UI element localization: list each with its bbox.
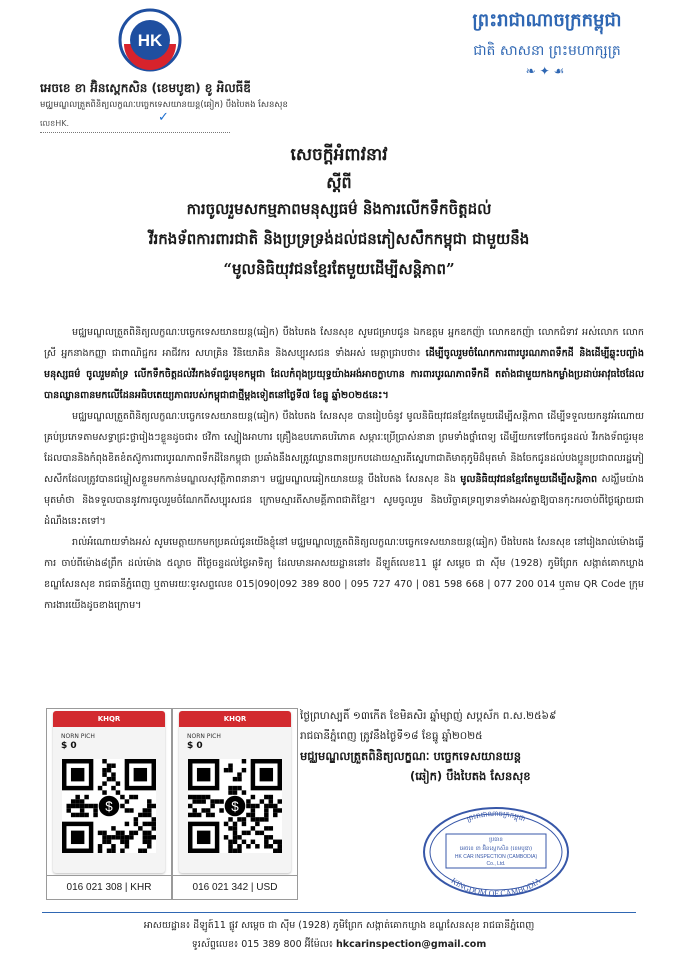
company-address: មជ្ឈមណ្ឌលត្រួតពិនិត្យលក្ខណៈបច្ចេកទេសយានយន្ត(ឆៀក) បឹងបៃតង សែនសុខ bbox=[40, 100, 288, 110]
qr-code-icon bbox=[188, 759, 282, 853]
footer bbox=[0, 916, 678, 954]
paragraph-1-text: មជ្ឈមណ្ឌលត្រួតពិនិត្យលក្ខណៈបច្ចេកទេសយានយន្ត(ឆៀក) បឹងបៃតង សែនសុខ សូមជម្រាបជូន ឯកឧត្តម អ្នកឧកញ៉ា លោកឧកញ៉ា លោកជំទាវ អស់លោក លោកស្រី អ្នកនាងកញ្ញា ជាពាណិជ្ជករ អាជីវករ សហគ្រិន វិនិយោគិន និងសប្បុរសជន ទាំងអស់ មេត្តាជ្រាបថា៖ bbox=[44, 327, 644, 359]
svg-text:KINGDOM OF CAMBODIA: KINGDOM OF CAMBODIA bbox=[449, 876, 543, 898]
reference-number: លេខHK. bbox=[40, 118, 230, 133]
footer-email-link[interactable]: hkcarinspection@gmail.com bbox=[335, 939, 487, 950]
fund-name: “មូលនិធិយុវជនខ្មែរតែមួយដើម្បីសន្តិភាព” bbox=[223, 260, 455, 278]
paragraph-3 bbox=[44, 532, 644, 616]
paragraph-1-emphasis: ដើម្បីចូលរួមចំណែកការពារបូរណភាពទឹកដី និងដើម្បីឆ្លុះបញ្ចាំងមនុស្សធម៌ ចូលរួមគាំទ្រ លើកទឹកចិត្តដល់វីរកងទ័ពជួរមុខកម្ពុជា ដែលកំពុងប្រយុទ្ធយ៉ាងអង់អាចក្លាហាន ការពារបូរណភាពទឹកដី តតាំងជាមួយកងកម្លាំងប្រដាប់អាវុធថៃដែលបានឈ្លានពានមកលើដែនអធិបតេយ្យភាពរបស់កម្ពុជាជាថ្មីម្តងទៀតនៅថ្ងៃទី៧ ខែធ្នូ ឆ្នាំ២០២៥នេះ។ bbox=[44, 348, 644, 401]
ornament-icon: ❧✦☙ bbox=[525, 64, 569, 78]
hk-logo-icon bbox=[118, 8, 182, 72]
khqr-header: KHQR bbox=[179, 711, 291, 727]
footer-contact bbox=[0, 935, 678, 954]
svg-text:អេចខេ ខា អ៊ិនស្ពេកសិន (ខេមបូឌា: អេចខេ ខា អ៊ិនស្ពេកសិន (ខេមបូឌា) bbox=[459, 846, 533, 852]
title-line-2: វីរកងទ័ពការពារជាតិ និងប្រទ្រទ្រង់ដល់ជនភៀសសឹកកម្ពុជា ជាមួយនឹង bbox=[148, 230, 530, 248]
announcement-body bbox=[44, 322, 644, 616]
qr-code-icon bbox=[62, 759, 156, 853]
svg-text:HK: HK bbox=[137, 31, 163, 50]
lunar-date: ថ្ងៃព្រហស្បតិ៍ ១៣កើត ខែមិគសិរ ឆ្នាំម្សាញ់ សប្តស័ក ព.ស.២៥៦៩ bbox=[300, 710, 557, 722]
solar-date: រាជធានីភ្នំពេញ ត្រូវនឹងថ្ងៃទី១៨ ខែធ្នូ ឆ្នាំ២០២៥ bbox=[300, 730, 483, 742]
paragraph-2 bbox=[44, 406, 644, 532]
title-about: ស្តីពី bbox=[326, 173, 352, 192]
footer-address: អាសយដ្ឋាន៖ ដីឡូត៍11 ផ្លូវ សម្តេច ជា ស៊ីម (1928) ភូមិព្រែក សង្កាត់គោកឃ្លាង ខណ្ឌសែនសុខ រាជធានីភ្នំពេញ bbox=[143, 920, 535, 931]
kingdom-motto: ជាតិ សាសនា ព្រះមហាក្សត្រ bbox=[473, 43, 621, 59]
date-signature-block bbox=[300, 706, 670, 786]
footer-phone: ទូរស័ព្ទលេខ៖ 015 389 800 អ៊ីម៉ែល៖ bbox=[191, 939, 333, 950]
letterhead bbox=[0, 0, 678, 160]
qr-card-usd[interactable] bbox=[172, 708, 298, 900]
svg-text:ព្រះរាជាណាចក្រកម្ពុជា: ព្រះរាជាណាចក្រកម្ពុជា bbox=[465, 809, 527, 824]
khqr-card bbox=[53, 711, 165, 873]
qr-card-khr[interactable] bbox=[46, 708, 172, 900]
paragraph-2-emphasis: មូលនិធិយុវជនខ្មែរតែមួយដើម្បីសន្តិភាព bbox=[460, 474, 598, 485]
check-icon: ✓ bbox=[158, 110, 169, 125]
announcement-titles bbox=[0, 144, 678, 290]
kingdom-title: ព្រះរាជាណាចក្រកម្ពុជា bbox=[472, 10, 622, 31]
svg-text:$: $ bbox=[231, 798, 239, 814]
svg-text:ប្រធាន: ប្រធាន bbox=[489, 837, 503, 843]
svg-text:HK CAR INSPECTION (CAMBODIA): HK CAR INSPECTION (CAMBODIA) bbox=[454, 854, 538, 860]
company-seal-icon bbox=[422, 806, 570, 898]
account-number-usd: 016 021 342 | USD bbox=[173, 875, 297, 899]
signatory-org-line-1: មជ្ឈមណ្ឌលត្រួតពិនិត្យលក្ខណៈ បច្ចេកទេសយានយន្ត bbox=[300, 749, 522, 763]
title-line-1: ការចូលរួមសកម្មភាពមនុស្សធម៌ និងការលើកទឹកចិត្តដល់ bbox=[186, 200, 492, 218]
phone-numbers: 015|090|092 389 800 | 095 727 470 | 081 598 668 | 077 200 014 ឬតាម QR Code ក្រុមការងារយើងដូចខាងក្រោម។ bbox=[44, 579, 644, 611]
signatory-org-line-2: (ឆៀក) បឹងបៃតង សែនសុខ bbox=[410, 769, 531, 783]
khqr-card bbox=[179, 711, 291, 873]
paragraph-1 bbox=[44, 322, 644, 406]
account-holder: NORN PICH bbox=[187, 733, 221, 740]
svg-text:$: $ bbox=[105, 798, 113, 814]
document-title: សេចក្តីអំពាវនាវ bbox=[290, 145, 388, 165]
amount: $ 0 bbox=[61, 741, 77, 751]
paragraph-2-end: សង្ឃឹមយ៉ាងមុតមាំថា និងទទួលបាននូវការចូលរួមចំណែកពីសប្បុរសជន ក្រោមស្មារតីសាមគ្គីភាពជាតិខ្មែរ។ សូមចូលរួម និងបរិច្ចាគទ្រព្យទានទាំងអស់គ្នាឱ្យបានកុះករចាប់ពីថ្ងៃផ្សាយជាដំណឹងនេះតទៅ។ bbox=[44, 474, 644, 527]
company-name: អេចខេ ខា អ៊ិនស្ពេកសិន (ខេមបូឌា) ខូ អិលធីឌី bbox=[40, 81, 251, 95]
amount: $ 0 bbox=[187, 741, 203, 751]
khqr-header: KHQR bbox=[53, 711, 165, 727]
kingdom-heading bbox=[416, 8, 678, 78]
footer-divider bbox=[42, 912, 636, 913]
svg-text:Co., Ltd.: Co., Ltd. bbox=[486, 861, 506, 867]
account-number-khr: 016 021 308 | KHR bbox=[47, 875, 171, 899]
paragraph-3-text: រាល់អំណោយទាំងអស់ សូមមេត្តាយកមកប្រគល់ជូនយើងខ្ញុំនៅ មជ្ឈមណ្ឌលត្រួតពិនិត្យលក្ខណៈបច្ចេកទេសយានយន្ត(ឆៀក) បឹងបៃតង សែនសុខ នៅរៀងរាល់ម៉ោងធ្វើការ ចាប់ពីម៉ោង៨ព្រឹក ដល់ម៉ោង ៥ល្ងាច ពីថ្ងៃចន្ទដល់ថ្ងៃអាទិត្យ ដែលមានអាសយដ្ឋាននៅ៖ ដីឡូត៍លេខ11 ផ្លូវ សម្តេច ជា ស៊ីម (1928) ភូមិព្រែក សង្កាត់គោកឃ្លាង ខណ្ឌសែនសុខ រាជធានីភ្នំពេញ ឬតាមរយៈទូរសព្ទលេខ bbox=[44, 537, 644, 590]
account-holder: NORN PICH bbox=[61, 733, 95, 740]
paragraph-2-text: មជ្ឈមណ្ឌលត្រួតពិនិត្យលក្ខណៈបច្ចេកទេសយានយន្ត(ឆៀក) បឹងបៃតង សែនសុខ បានរៀបចំនូវ មូលនិធិយុវជនខ្មែរតែមួយដើម្បីសន្តិភាព ដើម្បីទទួលយកនូវអំណោយគ្រប់ប្រភេទតាមសទ្ធាជ្រះថ្លារៀងៗខ្លួនដូចជា៖ ថវិកា ស្បៀងអាហារ គ្រឿងឧបភោគបរិភោគ សម្ភារៈប្រើប្រាស់នានា ព្រមទាំងថ្នាំពេទ្យ ដើម្បីយកទៅចែកជូនដល់ វីរកងទ័ពជួរមុខ ដែលបាននិងកំពុងខិតខំតស៊ូការពារបូរណភាពទឹកដីនៃកម្ពុជា ប្រឆាំងនឹងសត្រូវឈ្លានពានប្រកបដោយស្មារតីស្នេហាជាតិមាតុភូមិដ៏មុតមាំ និងចែកជូនដល់បងប្អូនប្រជាពលរដ្ឋភៀសសឹកដែលត្រូវបានជម្លៀសខ្លួនមកកាន់មណ្ឌលសុវត្ថិភាពនានា។ មជ្ឈមណ្ឌលឆៀកយានយន្ត បឹងបៃតង សែនសុខ និង bbox=[44, 411, 644, 485]
